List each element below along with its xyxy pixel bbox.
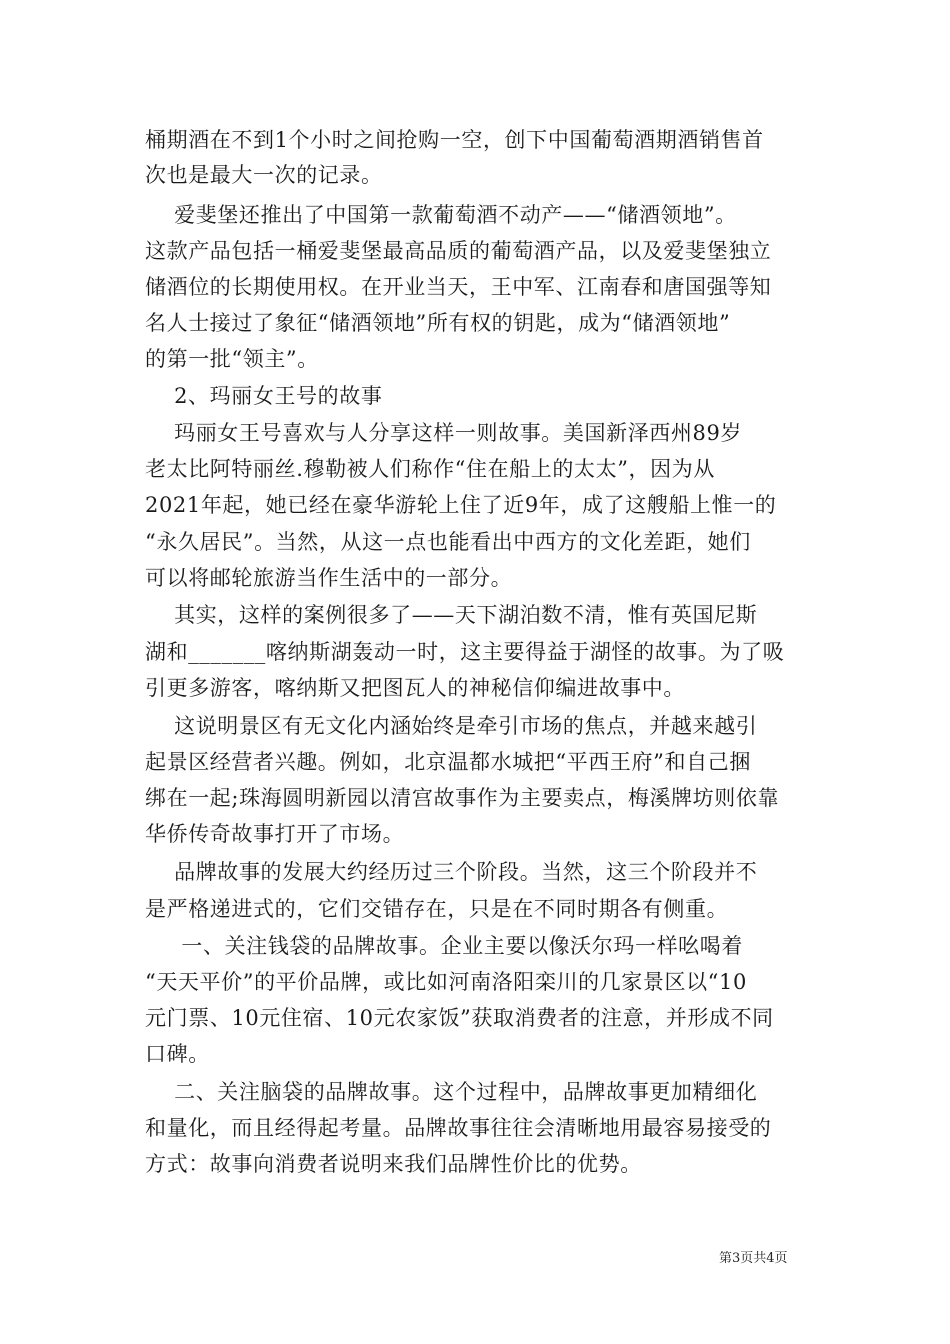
text-line: 口碑。 — [145, 1042, 210, 1066]
text-line: 湖和_______喀纳斯湖轰动一时，这主要得益于湖怪的故事。为了吸 — [145, 640, 785, 664]
text-line: 引更多游客，喀纳斯又把图瓦人的神秘信仰编进故事中。 — [145, 676, 685, 700]
text-line: 二、关注脑袋的品牌故事。这个过程中，品牌故事更加精细化 — [145, 1080, 758, 1104]
text-line: 其实，这样的案例很多了——天下湖泊数不清，惟有英国尼斯 — [145, 603, 758, 627]
text-line: 品牌故事的发展大约经历过三个阶段。当然，这三个阶段并不 — [145, 860, 758, 884]
text-line: 玛丽女王号喜欢与人分享这样一则故事。美国新泽西州89岁 — [145, 421, 743, 445]
text-line: 次也是最大一次的记录。 — [145, 163, 383, 187]
text-line: 这款产品包括一桶爱斐堡最高品质的葡萄酒产品，以及爱斐堡独立 — [145, 239, 772, 263]
text-line: 华侨传奇故事打开了市场。 — [145, 822, 405, 846]
page-number-footer: 第3页共4页 — [719, 1251, 788, 1266]
text-line: 一、关注钱袋的品牌故事。企业主要以像沃尔玛一样吆喝着 — [145, 934, 743, 958]
text-line: 2021年起，她已经在豪华游轮上住了近9年，成了这艘船上惟一的 — [145, 493, 777, 517]
text-line: 储酒位的长期使用权。在开业当天，王中军、江南春和唐国强等知 — [145, 275, 772, 299]
text-line: 方式：故事向消费者说明来我们品牌性价比的优势。 — [145, 1152, 642, 1176]
text-line: 爱斐堡还推出了中国第一款葡萄酒不动产——“储酒领地”。 — [145, 203, 737, 227]
text-line: 桶期酒在不到1个小时之间抢购一空，创下中国葡萄酒期酒销售首 — [145, 128, 764, 152]
text-line: 元门票、10元住宿、10元农家饭”获取消费者的注意，并形成不同 — [145, 1006, 774, 1030]
text-line: 和量化，而且经得起考量。品牌故事往往会清晰地用最容易接受的 — [145, 1116, 772, 1140]
text-line: 可以将邮轮旅游当作生活中的一部分。 — [145, 566, 513, 590]
text-line: 绑在一起;珠海圆明新园以清宫故事作为主要卖点，梅溪牌坊则依靠 — [145, 786, 780, 810]
text-line: 老太比阿特丽丝.穆勒被人们称作“住在船上的太太”，因为从 — [145, 457, 715, 481]
text-line: “永久居民”。当然，从这一点也能看出中西方的文化差距，她们 — [145, 530, 751, 554]
text-line: 起景区经营者兴趣。例如，北京温都水城把“平西王府”和自己捆 — [145, 750, 751, 774]
text-line: 这说明景区有无文化内涵始终是牵引市场的焦点，并越来越引 — [145, 714, 758, 738]
text-line: 的第一批“领主”。 — [145, 347, 319, 371]
text-line: “天天平价”的平价品牌，或比如河南洛阳栾川的几家景区以“10 — [145, 970, 747, 994]
text-line: 名人士接过了象征“储酒领地”所有权的钥匙，成为“储酒领地” — [145, 311, 731, 335]
text-line: 是严格递进式的，它们交错存在，只是在不同时期各有侧重。 — [145, 897, 729, 921]
text-line: 2、玛丽女王号的故事 — [145, 384, 383, 408]
